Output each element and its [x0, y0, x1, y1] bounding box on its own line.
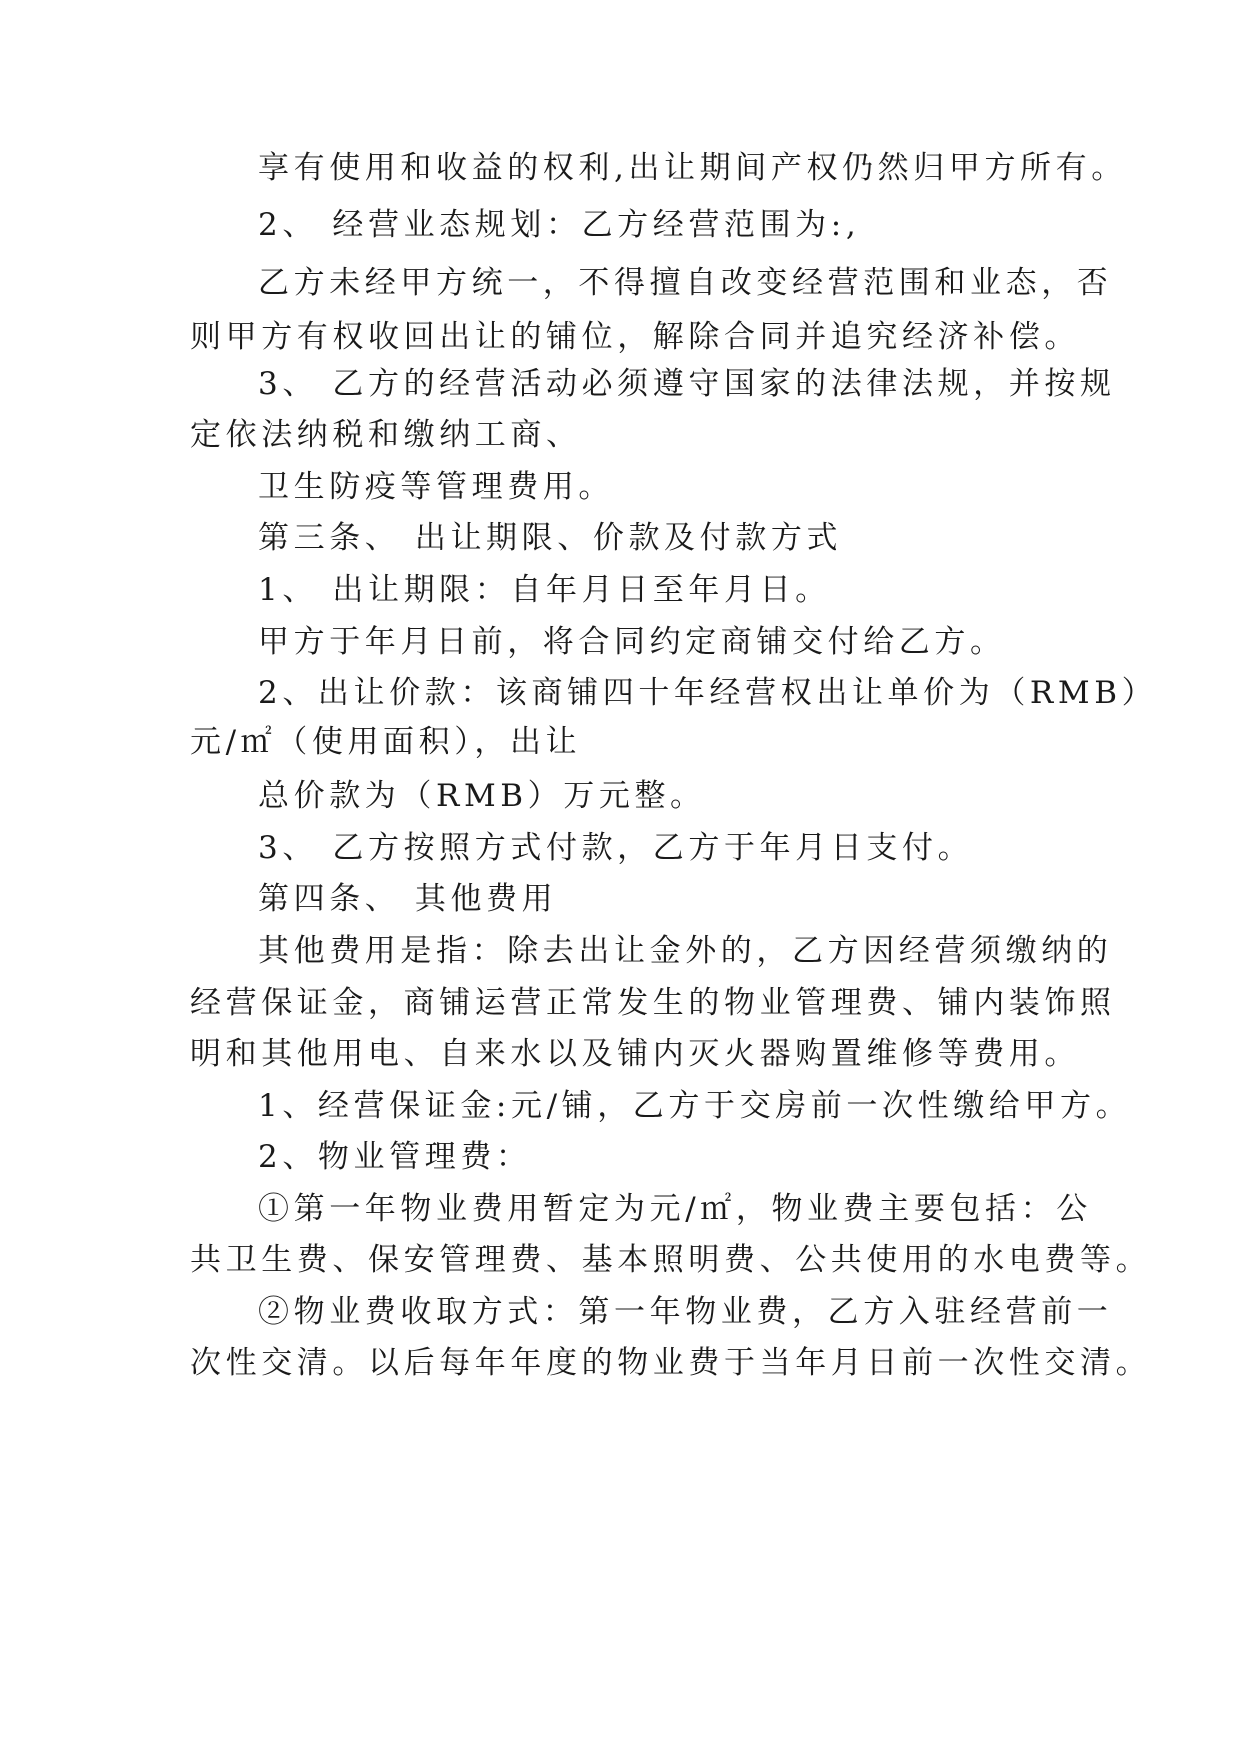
paragraph-line: ①第一年物业费用暂定为元/㎡，物业费主要包括：公 — [258, 1191, 1092, 1227]
paragraph-line: 经营保证金，商铺运营正常发生的物业管理费、铺内装饰照 — [190, 985, 1116, 1021]
paragraph-line: 2、物业管理费： — [258, 1139, 532, 1175]
paragraph-line: 其他费用是指：除去出让金外的，乙方因经营须缴纳的 — [258, 933, 1113, 969]
paragraph-line: 1、经营保证金:元/铺，乙方于交房前一次性缴给甲方。 — [258, 1088, 1132, 1124]
paragraph-line: 1、 出让期限：自年月日至年月日。 — [258, 572, 831, 608]
paragraph-line: 则甲方有权收回出让的铺位，解除合同并追究经济补偿。 — [190, 319, 1080, 355]
paragraph-line: 定依法纳税和缴纳工商、 — [190, 417, 582, 453]
paragraph-line: 元/㎡（使用面积），出让 — [190, 724, 582, 760]
paragraph-line: ②物业费收取方式：第一年物业费，乙方入驻经营前一 — [258, 1294, 1113, 1330]
paragraph-line: 2、出让价款：该商铺四十年经营权出让单价为（RMB） — [258, 675, 1158, 711]
section-heading: 第三条、 出让期限、价款及付款方式 — [258, 520, 843, 556]
paragraph-line: 总价款为（RMB）万元整。 — [258, 778, 706, 814]
paragraph-line: 共卫生费、保安管理费、基本照明费、公共使用的水电费等。 — [190, 1242, 1152, 1278]
paragraph-line: 乙方未经甲方统一，不得擅自改变经营范围和业态，否 — [258, 265, 1113, 301]
paragraph-line: 2、 经营业态规划：乙方经营范围为:, — [258, 207, 861, 243]
paragraph-line: 次性交清。以后每年年度的物业费于当年月日前一次性交清。 — [190, 1345, 1152, 1381]
section-heading: 第四条、 其他费用 — [258, 881, 558, 917]
paragraph-line: 卫生防疫等管理费用。 — [258, 469, 614, 505]
paragraph-line: 3、 乙方按照方式付款，乙方于年月日支付。 — [258, 830, 974, 866]
paragraph-line: 3、 乙方的经营活动必须遵守国家的法律法规，并按规 — [258, 366, 1116, 402]
paragraph-line: 甲方于年月日前，将合同约定商铺交付给乙方。 — [258, 624, 1006, 660]
paragraph-line: 明和其他用电、自来水以及铺内灭火器购置维修等费用。 — [190, 1036, 1080, 1072]
paragraph-line: 享有使用和收益的权利,出让期间产权仍然归甲方所有。 — [258, 150, 1127, 186]
